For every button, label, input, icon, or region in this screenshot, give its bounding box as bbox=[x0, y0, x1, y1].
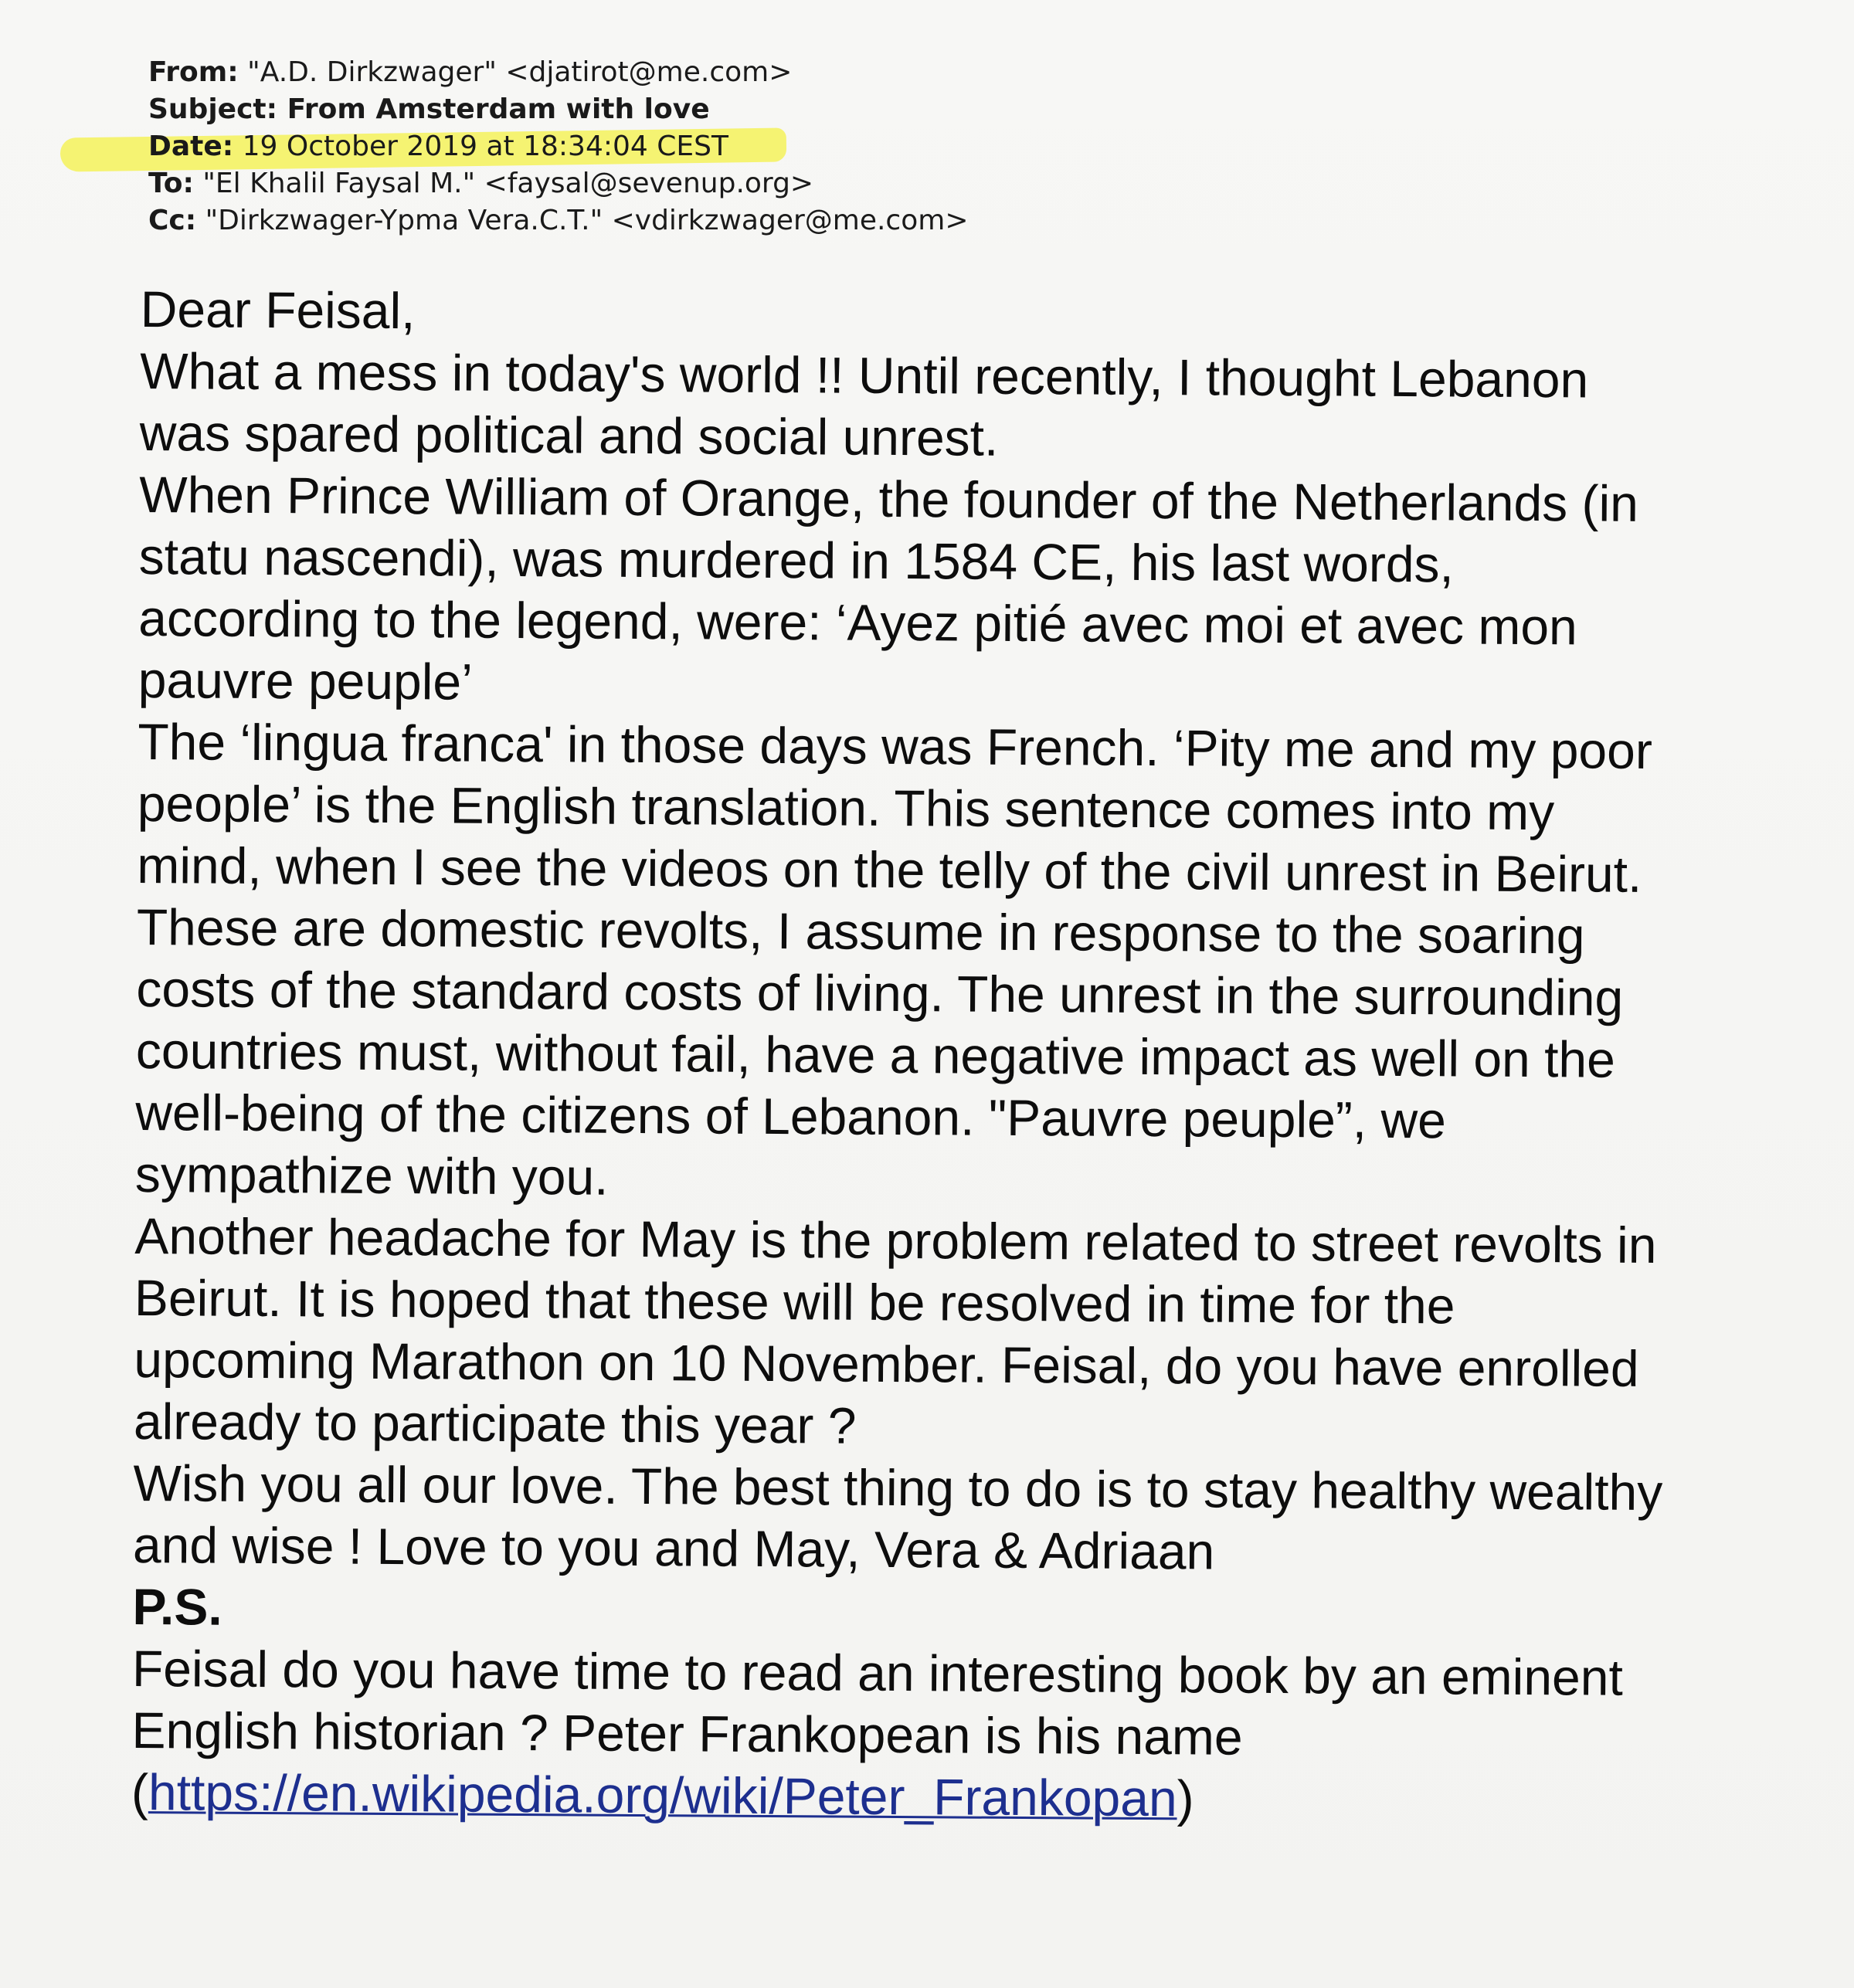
email-headers bbox=[148, 54, 968, 239]
link-open-paren: ( bbox=[131, 1762, 149, 1821]
subject-header bbox=[148, 91, 968, 128]
to-header bbox=[148, 165, 968, 202]
to-label: To: bbox=[148, 168, 194, 199]
body-line: mind, when I see the videos on the telly of the civil unrest in Beirut. bbox=[137, 836, 1642, 903]
body-line: These are domestic revolts, I assume in response to the soaring bbox=[136, 897, 1585, 965]
body-line: statu nascendi), was murdered in 1584 CE, his last words, bbox=[138, 527, 1455, 593]
ps-label: P.S. bbox=[132, 1577, 222, 1636]
body-line: already to participate this year ? bbox=[133, 1392, 857, 1454]
subject-value: From Amsterdam with love bbox=[287, 93, 710, 125]
body-line: What a mess in today's world !! Until recently, I thought Lebanon bbox=[140, 341, 1589, 409]
date-value: 19 October 2019 at 18:34:04 CEST bbox=[242, 131, 728, 162]
body-line: costs of the standard costs of living. The unrest in the surrounding bbox=[136, 959, 1624, 1026]
date-header bbox=[148, 128, 968, 165]
email-body bbox=[131, 278, 1763, 1833]
body-line: upcoming Marathon on 10 November. Feisal, do you have enrolled bbox=[134, 1330, 1639, 1397]
link-line bbox=[131, 1761, 1754, 1833]
body-line: and wise ! Love to you and May, Vera & Adriaan bbox=[132, 1515, 1215, 1580]
ps-line: English historian ? Peter Frankopean is his name bbox=[131, 1701, 1243, 1766]
cc-label: Cc: bbox=[148, 205, 197, 236]
body-line: Dear Feisal, bbox=[140, 280, 416, 340]
body-line: Wish you all our love. The best thing to do is to stay healthy wealthy bbox=[133, 1454, 1663, 1522]
wikipedia-link[interactable]: https://en.wikipedia.org/wiki/Peter_Frankopan bbox=[148, 1763, 1177, 1827]
body-line: people’ is the English translation. This sentence comes into my bbox=[137, 774, 1555, 841]
body-line: was spared political and social unrest. bbox=[139, 403, 999, 466]
body-line: Beirut. It is hoped that these will be resolved in time for the bbox=[134, 1268, 1455, 1335]
date-label: Date: bbox=[148, 131, 234, 162]
body-line: When Prince William of Orange, the founder of the Netherlands (in bbox=[139, 465, 1639, 532]
to-value: "El Khalil Faysal M." <faysal@sevenup.org> bbox=[202, 168, 814, 199]
from-header bbox=[148, 54, 968, 91]
body-line: well-being of the citizens of Lebanon. "Pauvre peuple”, we bbox=[135, 1083, 1447, 1149]
cc-value: "Dirkzwager-Ypma Vera.C.T." <vdirkzwager@me.com> bbox=[205, 205, 969, 236]
body-line: pauvre peuple’ bbox=[138, 650, 474, 711]
body-line: sympathize with you. bbox=[134, 1145, 609, 1206]
from-label: From: bbox=[148, 56, 239, 88]
cc-header bbox=[148, 202, 968, 239]
body-line: countries must, without fail, have a negative impact as well on the bbox=[135, 1021, 1616, 1088]
body-line: Another headache for May is the problem related to street revolts in bbox=[134, 1206, 1657, 1274]
body-line: according to the legend, were: ‘Ayez pitié avec moi et avec mon bbox=[138, 589, 1577, 656]
from-value: "A.D. Dirkzwager" <djatirot@me.com> bbox=[247, 56, 793, 88]
link-close-paren: ) bbox=[1177, 1769, 1194, 1827]
subject-label: Subject: bbox=[148, 93, 278, 125]
ps-line: Feisal do you have time to read an interesting book by an eminent bbox=[131, 1639, 1624, 1706]
body-line: The ‘lingua franca' in those days was French. ‘Pity me and my poor bbox=[138, 712, 1653, 779]
